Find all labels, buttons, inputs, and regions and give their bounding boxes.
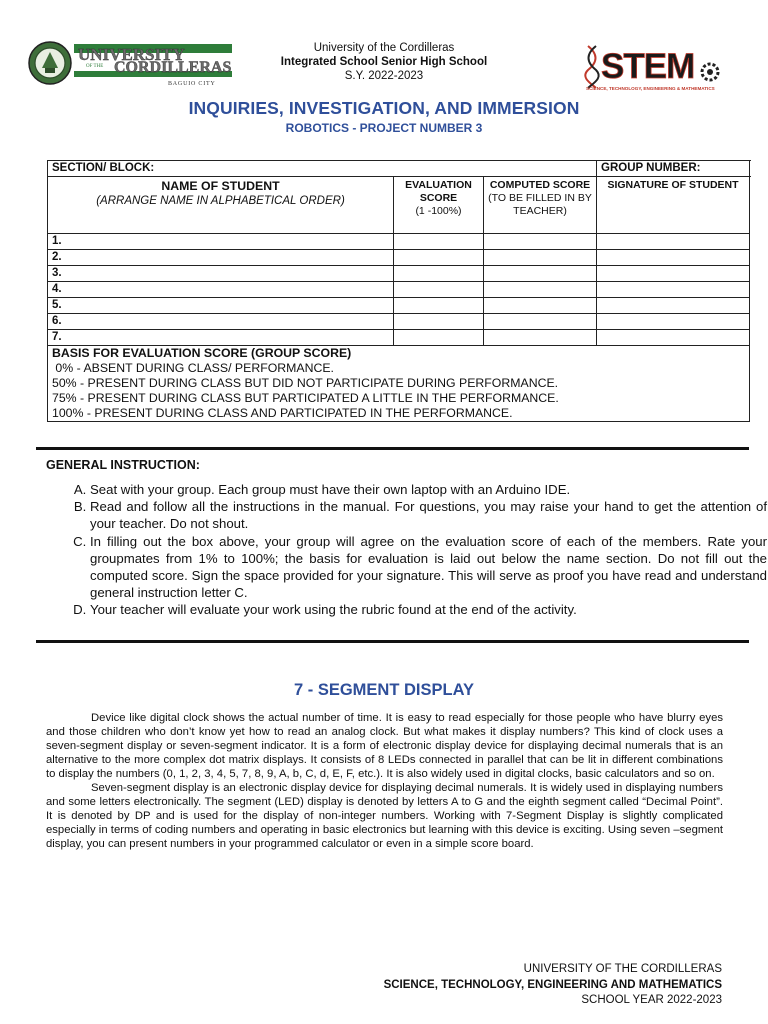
row-number: 3. — [52, 267, 62, 279]
basis-item: 50% - PRESENT DURING CLASS BUT DID NOT PARTICIPATE DURING PERFORMANCE. — [52, 376, 559, 390]
stem-logo — [584, 42, 726, 92]
computed-header-cell — [484, 177, 597, 234]
computed-score-cell — [484, 266, 597, 282]
basis-cell — [48, 346, 750, 422]
computed-note: (TO BE FILLED IN BY TEACHER) — [488, 192, 592, 217]
document-title: INQUIRIES, INVESTIGATION, AND IMMERSION — [188, 98, 580, 118]
footer-program: SCIENCE, TECHNOLOGY, ENGINEERING AND MATHEMATICS — [383, 978, 722, 991]
basis-item: 75% - PRESENT DURING CLASS BUT PARTICIPATED A LITTLE IN THE PERFORMANCE. — [52, 391, 559, 405]
header-school: Integrated School Senior High School — [280, 56, 488, 68]
name-note: (ARRANGE NAME IN ALPHABETICAL ORDER) — [96, 195, 345, 207]
section-body — [46, 712, 723, 852]
instruction-item: D. Your teacher will evaluate your work using the rubric found at the end of the activity. — [90, 601, 767, 618]
computed-score-cell — [484, 330, 597, 346]
paragraph: Seven-segment display is an electronic display device for displaying decimal numerals. It is widely used in displaying numbers and some letters electronically. The segment (LED) display is denoted by letters A to G and the eighth segment called “Decimal Point”. It is denoted by DP and is used for the display of non-integer numbers. Working with 7-Segment Display is slightly complicated especially in terms of coding numbers and operating in basic electronics but learning with this device is exciting. Using seven –segment display, you can present numbers in your programmed calculator or even in a simple score board. — [46, 781, 723, 850]
seal-icon — [29, 42, 71, 84]
evaluation-table — [47, 160, 750, 177]
row-number: 2. — [52, 251, 62, 263]
name-header: NAME OF STUDENT — [161, 179, 280, 193]
eval-header-cell — [394, 177, 484, 234]
student-name-cell[interactable] — [48, 314, 394, 330]
table-row — [48, 298, 750, 314]
table-row — [48, 266, 750, 282]
section-title: 7 - SEGMENT DISPLAY — [293, 681, 474, 699]
signature-header: SIGNATURE OF STUDENT — [607, 179, 739, 191]
basis-item: 100% - PRESENT DURING CLASS AND PARTICIPATED IN THE PERFORMANCE. — [52, 406, 513, 420]
student-table — [47, 176, 750, 422]
basis-item: 0% - ABSENT DURING CLASS/ PERFORMANCE. — [52, 361, 334, 375]
instruction-item: C. In filling out the box above, your group will agree on the evaluation score of each of the members. Rate your groupmates from 1% to 100%; the basis for evaluation is laid out below the name section. Do not fill out the computed score. Sign the space provided for your signature. This will serve as proof you have read and understand general instruction letter C. — [90, 533, 767, 602]
row-number: 1. — [52, 235, 62, 247]
eval-score-cell[interactable] — [394, 298, 484, 314]
student-name-cell[interactable] — [48, 330, 394, 346]
section-group-row — [48, 161, 750, 177]
name-header-cell — [48, 177, 394, 234]
table-row — [48, 314, 750, 330]
group-number-cell[interactable] — [597, 161, 750, 177]
eval-range: (1 -100%) — [415, 205, 462, 217]
computed-header: COMPUTED SCORE — [489, 179, 591, 191]
computed-score-cell — [484, 250, 597, 266]
footer — [384, 962, 722, 1009]
footer-university: UNIVERSITY OF THE CORDILLERAS — [523, 963, 722, 975]
eval-score-cell[interactable] — [394, 282, 484, 298]
table-row — [48, 282, 750, 298]
signature-cell[interactable] — [597, 298, 750, 314]
general-instruction-title: GENERAL INSTRUCTION: — [46, 458, 200, 472]
basis-row — [48, 346, 750, 422]
signature-cell[interactable] — [597, 234, 750, 250]
logo-text-city: BAGUIO CITY — [168, 81, 216, 87]
signature-cell[interactable] — [597, 250, 750, 266]
footer-school-year: SCHOOL YEAR 2022-2023 — [581, 994, 722, 1006]
table-row — [48, 250, 750, 266]
basis-title: BASIS FOR EVALUATION SCORE (GROUP SCORE) — [52, 346, 352, 360]
eval-score-cell[interactable] — [394, 314, 484, 330]
instruction-item: A. Seat with your group. Each group must have their own laptop with an Arduino IDE. — [90, 481, 767, 498]
signature-cell[interactable] — [597, 314, 750, 330]
gear-icon — [702, 64, 718, 80]
logo-text-cordilleras: CORDILLERAS — [114, 59, 232, 76]
row-number: 7. — [52, 331, 62, 343]
computed-score-cell — [484, 234, 597, 250]
logo-text-of-the: OF THE — [86, 64, 104, 69]
divider — [36, 640, 749, 643]
eval-score-cell[interactable] — [394, 234, 484, 250]
instruction-list — [46, 481, 767, 619]
computed-score-cell — [484, 282, 597, 298]
signature-cell[interactable] — [597, 330, 750, 346]
row-number: 6. — [52, 315, 62, 327]
table-row — [48, 234, 750, 250]
student-name-cell[interactable] — [48, 282, 394, 298]
signature-cell[interactable] — [597, 266, 750, 282]
row-number: 5. — [52, 299, 62, 311]
eval-score-cell[interactable] — [394, 250, 484, 266]
paragraph: Device like digital clock shows the actual number of time. It is easy to read especially for those people who have blurry eyes and those children who don’t know yet how to read an analog clock. But what makes it display numbers? This kind of clock uses a seven-segment display or seven-segment indicator. It is a form of electronic display device for displaying decimal numerals that is an alternative to the more complex dot matrix displays. It consists of 8 LEDs connected in parallel that can be lit in different combinations to display the numbers (0, 1, 2, 3, 4, 5, 7, 8, 9, A, b, C, d, E, F, etc.). It is also widely used in digital clocks, basic calculators and so on. — [46, 712, 723, 780]
instruction-item: B. Read and follow all the instructions in the manual. For questions, you may raise your hand to get the attention of your teacher. Do not shout. — [90, 498, 767, 532]
stem-logo-caption: SCIENCE, TECHNOLOGY, ENGINEERING & MATHEMATICS — [586, 86, 715, 91]
eval-score-cell[interactable] — [394, 330, 484, 346]
table-row — [48, 330, 750, 346]
group-number-label: GROUP NUMBER: — [601, 162, 701, 174]
student-name-cell[interactable] — [48, 250, 394, 266]
section-block-label: SECTION/ BLOCK: — [52, 162, 155, 174]
table-header-row — [48, 177, 750, 234]
logo-text-university: UNIVERSITY — [78, 45, 185, 64]
header-university: University of the Cordilleras — [313, 42, 455, 54]
document-subtitle: ROBOTICS - PROJECT NUMBER 3 — [285, 121, 483, 135]
section-block-cell[interactable] — [48, 161, 597, 177]
stem-logo-text: STEM — [601, 47, 695, 86]
signature-header-cell — [597, 177, 750, 234]
header-school-year: S.Y. 2022-2023 — [344, 70, 424, 82]
student-name-cell[interactable] — [48, 266, 394, 282]
computed-score-cell — [484, 314, 597, 330]
header-school-info — [234, 41, 534, 83]
eval-score-cell[interactable] — [394, 266, 484, 282]
student-name-cell[interactable] — [48, 234, 394, 250]
university-logo — [28, 38, 234, 88]
computed-score-cell — [484, 298, 597, 314]
signature-cell[interactable] — [597, 282, 750, 298]
divider — [36, 447, 749, 450]
student-name-cell[interactable] — [48, 298, 394, 314]
dna-icon — [585, 46, 598, 88]
eval-header: EVALUATION SCORE — [405, 179, 472, 204]
row-number: 4. — [52, 283, 62, 295]
